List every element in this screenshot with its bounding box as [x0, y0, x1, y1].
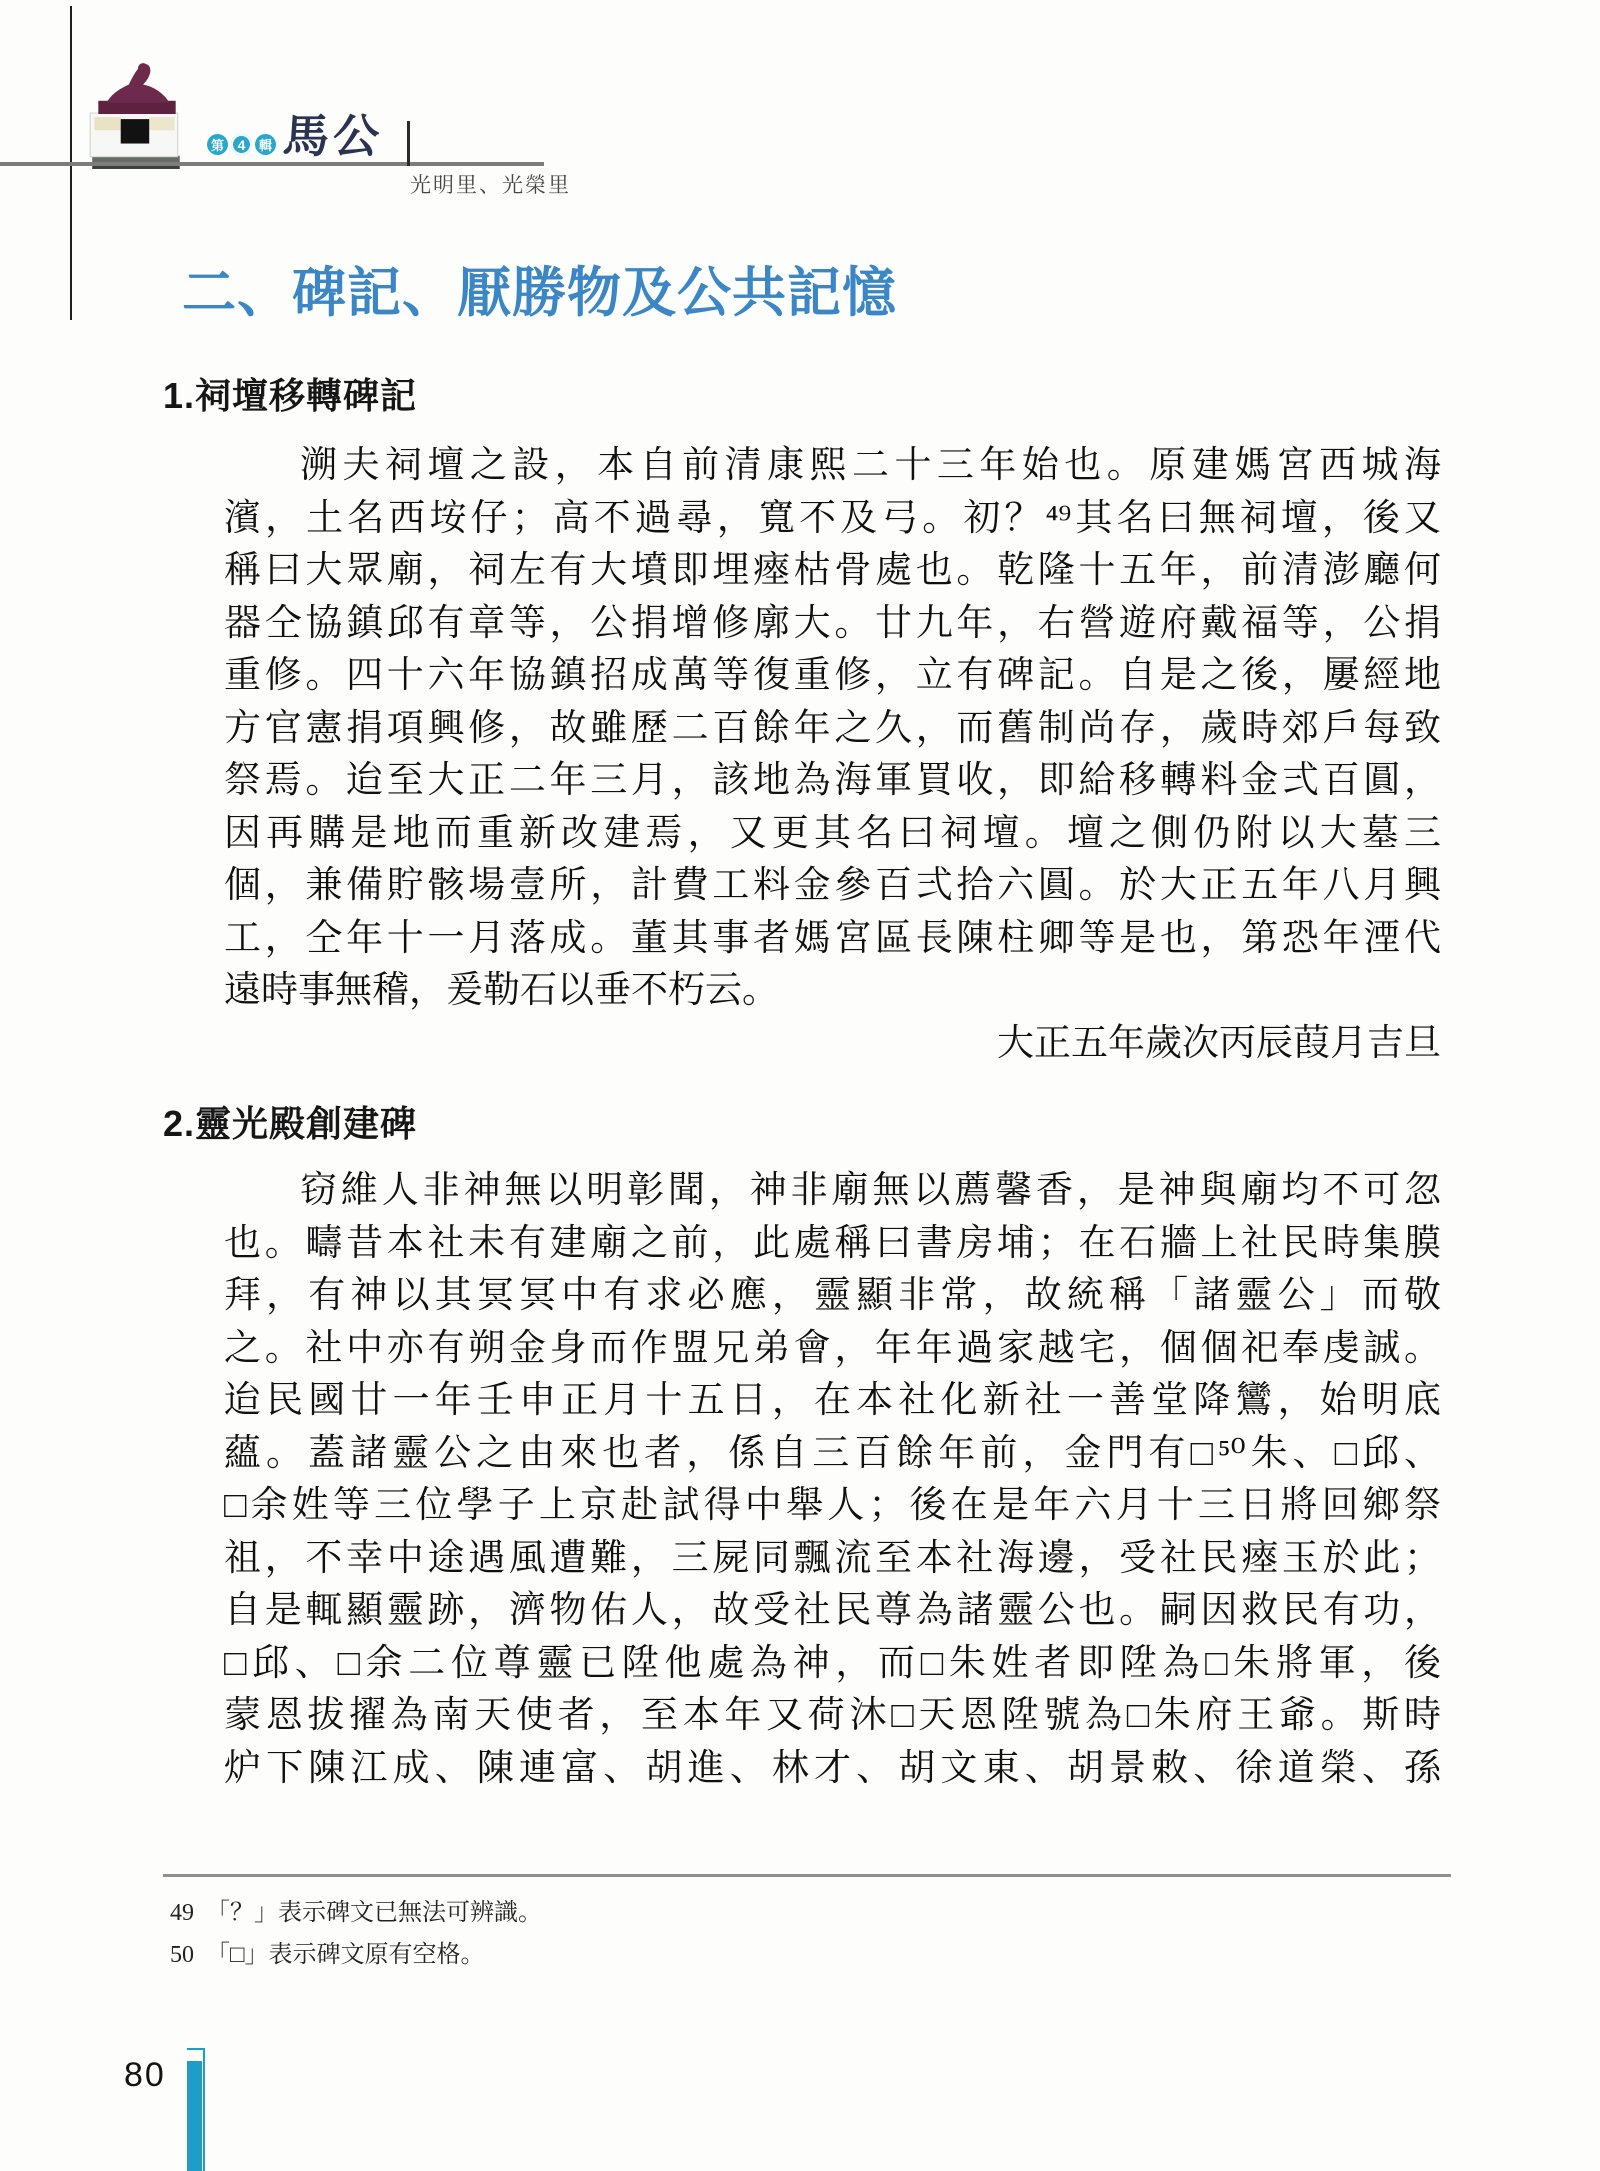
footnote-49 [170, 1892, 542, 1927]
text-line: 個，兼備貯骸場壹所，計費工料金參百弍拾六圓。於大正五年八月興 [224, 865, 1441, 906]
chapter-title-calligraphy: 馬公 [281, 111, 385, 162]
footnote-50 [170, 1934, 485, 1969]
text-line: 遠時事無稽，爰勒石以垂不朽云。 [224, 970, 779, 1011]
text-line: 蒙恩拔擢為南天使者，至本年又荷沐□天恩陞號為□朱府王爺。斯時 [224, 1695, 1441, 1736]
text-line: 蘊。蓋諸靈公之由來也者，係自三百餘年前，金門有□⁵⁰朱、□邱、 [224, 1432, 1441, 1474]
series-badge-prefix: 第 [207, 134, 228, 155]
footnote-separator-rule [163, 1874, 1451, 1877]
pedestal-plaque [121, 119, 150, 143]
colophon-date-line: 大正五年歲次丙辰葭月吉旦 [997, 1022, 1441, 1064]
page-number: 80 [124, 2056, 166, 2094]
footnote-number: 49 [170, 1900, 194, 1926]
section-2-body [224, 1165, 1441, 1795]
text-line: 濱，土名西垵仔；高不過尋，寬不及弓。初？⁴⁹其名曰無祠壇，後又 [224, 497, 1441, 539]
text-line: 也。疇昔本社未有建廟之前，此處稱曰書房埔；在石牆上社民時集膜 [224, 1222, 1441, 1264]
header-divider-line [0, 162, 544, 166]
text-line: 工，仝年十一月落成。董其事者媽宮區長陳柱卿等是也，第恐年湮代 [224, 917, 1441, 959]
memorial-statue-photo [84, 56, 190, 170]
text-line: 窃維人非神無以明彰聞，神非廟無以薦馨香，是神與廟均不可忽 [300, 1170, 1441, 1211]
text-line: 迨民國廿一年壬申正月十五日，在本社化新社一善堂降鸞，始明底 [224, 1380, 1441, 1421]
series-badge [207, 134, 276, 155]
series-badge-number: 4 [231, 134, 252, 155]
text-line: 重修。四十六年協鎮招成萬等復重修，立有碑記。自是之後，屢經地 [224, 655, 1441, 696]
text-line: 炉下陳江成、陳連富、胡進、林才、胡文東、胡景敕、徐道榮、孫 [224, 1747, 1441, 1789]
village-subtitle: 光明里、光榮里 [410, 173, 571, 197]
footnote-text: 「？」表示碑文已無法可辨識。 [206, 1900, 542, 1926]
text-line: 溯夫祠壇之設，本自前清康熙二十三年始也。原建媽宮西城海 [300, 445, 1441, 486]
text-line: 方官憲捐項興修，故雖歷二百餘年之久，而舊制尚存，歲時郊戶每致 [224, 707, 1441, 749]
text-line: 器仝協鎮邱有章等，公捐增修廓大。廿九年，右營遊府戴福等，公捐 [224, 602, 1441, 644]
page-title: 二、碑記、厭勝物及公共記憶 [182, 263, 897, 323]
series-badge-suffix: 輯 [255, 134, 276, 155]
text-line: 自是輒顯靈跡，濟物佑人，故受社民尊為諸靈公也。嗣因救民有功， [224, 1590, 1441, 1631]
text-line: □余姓等三位學子上京赴試得中舉人；後在是年六月十三日將回鄉祭 [224, 1485, 1441, 1526]
footnote-text: 「□」表示碑文原有空格。 [206, 1942, 485, 1968]
text-line: 因再購是地而重新改建焉，又更其名曰祠壇。壇之側仍附以大墓三 [224, 812, 1441, 854]
page-edge-bar [187, 2061, 202, 2171]
text-line: 之。社中亦有朔金身而作盟兄弟會，年年過家越宅，個個祀奉虔誠。 [224, 1327, 1441, 1369]
section-1-heading: 1.祠壇移轉碑記 [163, 375, 418, 416]
section-2-heading: 2.靈光殿創建碑 [163, 1103, 418, 1144]
chapter-title-divider [407, 121, 410, 166]
section-1-body [224, 440, 1441, 1070]
text-line: 稱曰大眾廟，祠左有大墳即埋瘞枯骨處也。乾隆十五年，前清澎廳何 [224, 550, 1441, 591]
text-line: 拜，有神以其冥冥中有求必應，靈顯非常，故統稱「諸靈公」而敬 [224, 1275, 1441, 1316]
footnote-number: 50 [170, 1942, 194, 1968]
text-line: 祖，不幸中途遇風遭難，三屍同飄流至本社海邊，受社民瘞玉於此； [224, 1537, 1441, 1579]
text-line: 祭焉。迨至大正二年三月，該地為海軍買收，即給移轉料金弍百圓， [224, 760, 1441, 801]
statue-figure [106, 64, 169, 103]
text-line: □邱、□余二位尊靈已陞他處為神，而□朱姓者即陞為□朱將軍，後 [224, 1642, 1441, 1684]
